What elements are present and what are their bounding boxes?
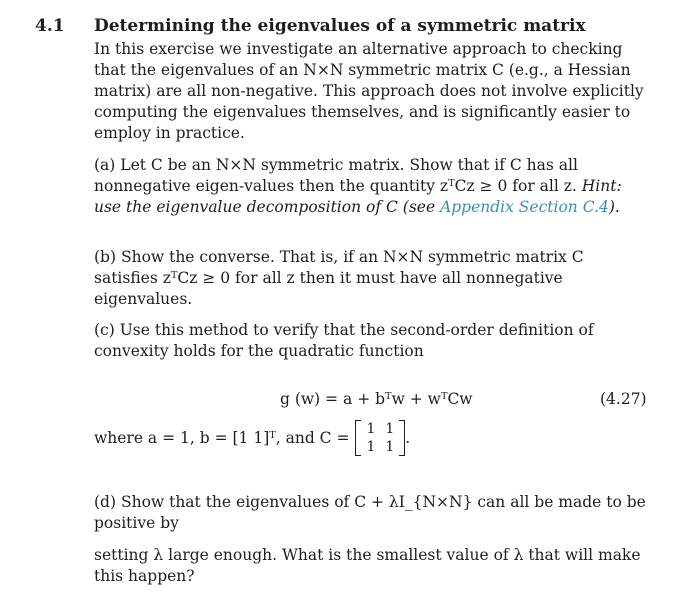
part-a-hint-end: ). [608, 198, 620, 216]
part-c-label: (c) [94, 321, 115, 339]
part-d-label: (d) [94, 493, 117, 511]
matrix-c [355, 420, 405, 456]
matrix-end: . [405, 429, 411, 447]
part-d-paragraph [94, 492, 646, 534]
quadratic-equation: g (w) = a + bᵀw + wᵀCw [280, 390, 473, 408]
part-b-paragraph [94, 247, 646, 310]
part-d-text-1: Show that the eigenvalues of C + λI_{N×N} can all be made to be positive by [94, 493, 646, 532]
part-b-text: Show the converse. That is, if an N×N symmetric matrix C satisfies zᵀCz ≥ 0 for all z then it must have all nonnegative eigenvalues. [94, 248, 584, 308]
where-line [94, 420, 410, 456]
part-a-paragraph [94, 155, 646, 218]
part-a-label: (a) [94, 156, 116, 174]
matrix-cell: 1 [366, 421, 376, 437]
part-a-hint: Hint: use the eigenvalue decomposition of C (see [94, 177, 622, 216]
matrix-cell: 1 [385, 439, 395, 455]
where-text: where a = 1, b = [1 1]ᵀ, and C = [94, 429, 350, 447]
part-d-continuation: setting λ large enough. What is the smallest value of λ that will make this happen? [94, 546, 641, 585]
part-a-text: Let C be an N×N symmetric matrix. Show that if C has all nonnegative eigen-values then the quantity zᵀCz ≥ 0 for all z. [94, 156, 578, 195]
part-c-paragraph [94, 320, 646, 362]
intro-paragraph: In this exercise we investigate an alternative approach to checking that the eigenvalues of an N×N symmetric matrix C (e.g., a Hessian matrix) are all non-negative. This approach does not involve explicitly computing the eigenvalues themselves, and is significantly easier to employ in practice. [94, 40, 644, 142]
part-c-text: Use this method to verify that the second-order definition of convexity holds for the quadratic function [94, 321, 594, 360]
equation-number: (4.27) [600, 390, 647, 408]
exercise-title: Determining the eigenvalues of a symmetric matrix [94, 16, 586, 36]
exercise-number: 4.1 [35, 16, 65, 36]
appendix-link[interactable]: Appendix Section C.4 [440, 198, 609, 216]
matrix-cell: 1 [366, 439, 376, 455]
part-b-label: (b) [94, 248, 117, 266]
matrix-cell: 1 [385, 421, 395, 437]
